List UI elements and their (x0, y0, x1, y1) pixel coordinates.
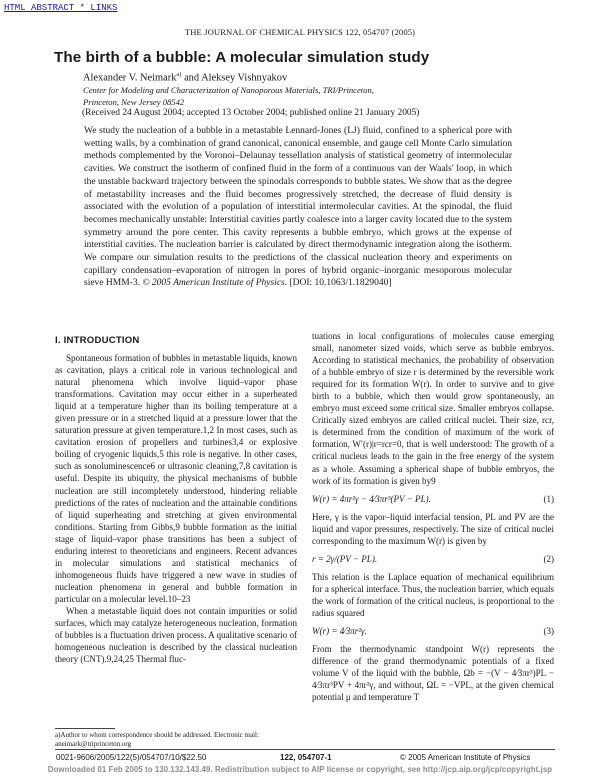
equation-number: (3) (543, 626, 554, 637)
author-conjunction: and (181, 72, 202, 84)
article-title: The birth of a bubble: A molecular simulation study (54, 49, 430, 66)
equation-number: (1) (543, 493, 554, 504)
paragraph: Here, γ is the vapor–liquid interfacial tension, PL and PV are the liquid and vapor pressures, respectively. The size of critical nuclei corresponding to the maximum W(r) is given by (312, 511, 554, 546)
right-column (312, 330, 554, 720)
equation-3 (312, 625, 554, 637)
abstract-copyright: © 2005 American Institute of Physics. (142, 278, 288, 289)
equation-2 (312, 553, 554, 565)
equation-1 (312, 493, 554, 505)
footnote-marker: a) (176, 71, 182, 78)
paragraph: When a metastable liquid does not contain impurities or solid surfaces, which may catalyze heterogeneous nucleation, formation of bubbles is a fluctuation driven process. A qualitative scenario of homogeneous nucleation is described by the classical nucleation theory (CNT).9,24,25 Thermal fluc- (55, 605, 297, 665)
affiliation-line: Center for Modeling and Characterization of Nanoporous Materials, TRI/Princeton, (83, 85, 374, 95)
section-heading: I. INTRODUCTION (55, 335, 140, 346)
equation-number: (2) (543, 553, 554, 564)
download-notice: Downloaded 01 Feb 2005 to 130.132.143.49. Redistribution subject to AIP license or copyright, see http://jcp.aip.org/jcp/copyright.jsp (47, 765, 553, 774)
footer-copyright: © 2005 American Institute of Physics (400, 753, 531, 762)
equation-body: W(r) = 4⁄3πr²γ. (312, 626, 367, 637)
equation-body: r = 2γ/(PV − PL). (312, 553, 378, 564)
abstract-text: We study the nucleation of a bubble in a metastable Lennard-Jones (LJ) fluid, confined to a spherical pore with wetting walls, by a combination of grand canonical, canonical ensemble, and gauge cell Monte Carlo simulation methods complemented by the Voronoi–Delaunay tessellation analysis of statistical geometry of intermolecular cavities. We construct the isotherm of confined fluid in the form of a continuous van der Waals' loop, in which the unstable backward trajectory between the spinodals corresponds to bubble states. We show that as the degree of metastability increases and the fluid becomes progressively stretched, the decrease of fluid density is associated with the evolution of a population of interstitial intermolecular cavities. At the spinodal, the fluid becomes mechanically unstable: Interstitial cavities partly coalesce into a larger cavity located due to the system symmetry around the pore center. This cavity represents a bubble embryo, which grows at the expense of interstitial cavities. The nucleation barrier is calculated by direct thermodynamic integration along the isotherm. We compare our simulation results to the predictions of the classical nucleation theory and experiments on capillary condensation–evaporation of nitrogen in pores of hybrid organic–inorganic mesoporous molecular sieve HMM-3. (84, 126, 512, 289)
doi: [DOI: 10.1063/1.1829040] (289, 278, 392, 289)
paragraph: Spontaneous formation of bubbles in metastable liquids, known as cavitation, plays a critical role in various technological and natural phenomena which involve liquid–vapor phase transformations. Cavitation may occur either in a superheated liquid at a temperature higher than its boiling temperature at a given pressure or in a stretched liquid at a pressure lower that the saturation pressure at given temperature.1,2 In most cases, such as cavitation erosion of propellers and turbines3,4 or explosive boiling of cryogenic liquids,5 this role is negative. In other cases, such as sonoluminescence6 or ultrasonic cleaning,7,8 cavitation is useful. Despite its ubiquity, the physical mechanisms of bubble nucleation are still incompletely understood, hindering reliable predictions of the rates of nucleation and the attainable conditions of liquid superheating and stretching at given environmental conditions. Starting from Gibbs,9 bubble formation as the initial stage of liquid–vapor phase transitions has been a subject of enduring interest to theoreticians and engineers. Recent advances in molecular simulations and statistical mechanics of inhomogeneous fluids have triggered a new wave in studies of nucleation phenomena in general and bubble formation in particular on a molecular level.10–23 (55, 353, 297, 604)
paragraph: tuations in local configurations of molecules cause emerging small, nanometer sized voids, which serve as bubble embryos. According to statistical mechanics, the probability of observation of a bubble embryo of size r is determined by the reversible work required for its formation W(r). In order to survive and to give birth to a bubble, which then would grow spontaneously, an embryo must exceed some critical size. Smaller embryos collapse. Critically sized embryos are called critical nuclei. Their size, rcr, is determined from the condition of maximum of the work of formation, W′(r)|r=rcr=0, that is well understood: The growth of a critical nucleus leads to the gain in the free energy of the system as a whole. Assuming a spherical shape of bubble embryos, the work of its formation is given by9 (312, 331, 554, 486)
abstract (84, 125, 512, 290)
footnote-divider (55, 728, 115, 729)
author-name: Aleksey Vishnyakov (201, 72, 288, 84)
paragraph: This relation is the Laplace equation of mechanical equilibrium for a spherical interface. Thus, the nucleation barrier, which equals the work of formation of the critical nucleus, is proportional to the radius squared (312, 571, 554, 618)
affiliation-line: Princeton, New Jersey 08542 (83, 97, 185, 107)
page-number: 122, 054707-1 (280, 753, 332, 762)
document-id: 0021-9606/2005/122(5)/054707/10/$22.50 (56, 753, 207, 762)
equation-body: W(r) = 4πr²γ − 4⁄3πr³(PV − PL). (312, 493, 431, 504)
footnote: a)Author to whom correspondence should be addressed. Electronic mail: aneimark@triprinceton.org (55, 731, 259, 748)
received-dates: (Received 24 August 2004; accepted 13 October 2004; published online 21 January 2005) (82, 108, 420, 118)
author-name: Alexander V. Neimark (83, 72, 177, 84)
affiliation (83, 84, 374, 108)
footer-divider (55, 749, 555, 750)
paragraph: From the thermodynamic standpoint W(r) represents the difference of the grand thermodynamic potentials of a fixed volume V of the liquid with the bubble, Ωb = −(V − 4⁄3πr³)PL − 4⁄3πr³PV + 4πr²γ, and without, ΩL = −VPL, at the given chemical potential μ and temperature T (312, 644, 554, 703)
authors (83, 71, 287, 83)
journal-header: THE JOURNAL OF CHEMICAL PHYSICS 122, 054707 (2005) (184, 27, 416, 37)
html-abstract-links-link[interactable]: HTML ABSTRACT * LINKS (4, 3, 118, 13)
left-column (55, 352, 297, 722)
